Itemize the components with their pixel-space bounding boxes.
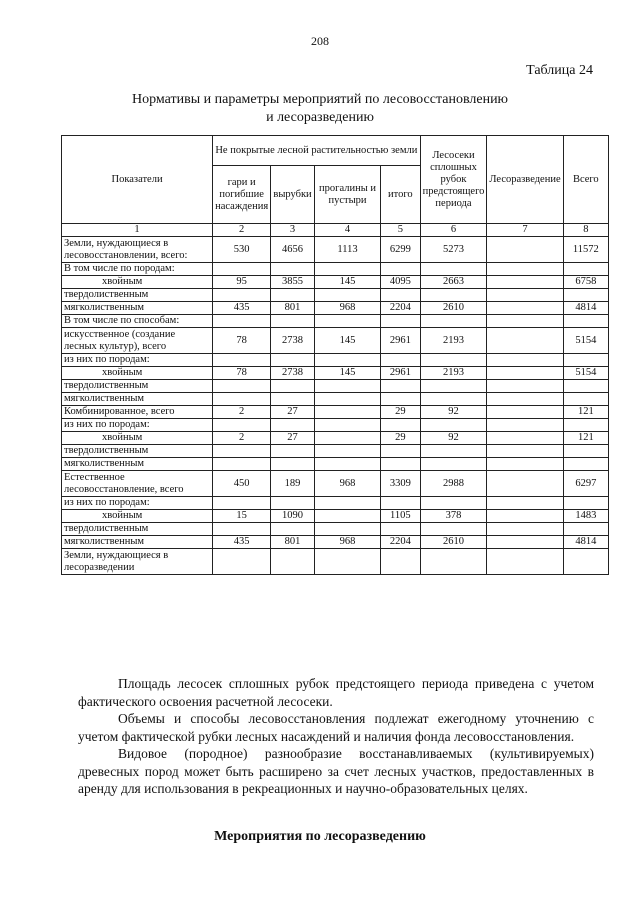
cell-value <box>487 536 563 549</box>
cell-value <box>487 549 563 575</box>
cell-value <box>487 458 563 471</box>
cell-value <box>487 432 563 445</box>
cell-value <box>487 380 563 393</box>
cell-value: 2961 <box>381 367 420 380</box>
cell-value <box>487 419 563 432</box>
row-label: Естественное лесовосстановление, всего <box>62 471 213 497</box>
cell-value <box>271 497 315 510</box>
cell-value: 3309 <box>381 471 420 497</box>
header-burns: гари и погибшие насаждения <box>213 166 271 224</box>
cell-value <box>213 458 271 471</box>
header-total: Всего <box>563 136 608 224</box>
header-afforestation: Лесоразведение <box>487 136 563 224</box>
cell-value: 2610 <box>420 302 487 315</box>
table-row <box>62 536 609 549</box>
cell-value <box>314 419 380 432</box>
cell-value <box>420 549 487 575</box>
paragraph: Видовое (породное) разнообразие восстанавливаемых (культивируемых) древесных пород может быть расширено за счет лесных участков, предоставленных в аренду для использования в рекреационных и научно-образовательных целях. <box>78 746 594 796</box>
cell-value: 968 <box>314 302 380 315</box>
cell-value: 1090 <box>271 510 315 523</box>
table-row <box>62 237 609 263</box>
cell-value <box>420 458 487 471</box>
cell-value <box>314 497 380 510</box>
table-row <box>62 419 609 432</box>
cell-value: 450 <box>213 471 271 497</box>
cell-value: 4814 <box>563 536 608 549</box>
table-row <box>62 432 609 445</box>
cell-value <box>487 237 563 263</box>
cell-value <box>213 315 271 328</box>
cell-value: 2663 <box>420 276 487 289</box>
cell-value <box>563 315 608 328</box>
cell-value <box>213 380 271 393</box>
table-title-line-1: Нормативы и параметры мероприятий по лесовосстановлению <box>131 92 509 107</box>
col-number: 6 <box>420 224 487 237</box>
col-number: 3 <box>271 224 315 237</box>
cell-value <box>563 380 608 393</box>
cell-value: 2193 <box>420 328 487 354</box>
cell-value: 15 <box>213 510 271 523</box>
norms-table <box>61 135 609 575</box>
cell-value <box>271 263 315 276</box>
cell-value <box>420 289 487 302</box>
cell-value: 2961 <box>381 328 420 354</box>
cell-value <box>314 315 380 328</box>
table-body <box>62 237 609 575</box>
row-label: из них по породам: <box>62 354 213 367</box>
col-number: 1 <box>62 224 213 237</box>
cell-value <box>213 263 271 276</box>
row-label: мягколиственным <box>62 458 213 471</box>
col-number: 8 <box>563 224 608 237</box>
cell-value <box>563 289 608 302</box>
cell-value <box>271 419 315 432</box>
cell-value: 29 <box>381 432 420 445</box>
cell-value <box>314 380 380 393</box>
page-number: 208 <box>311 34 329 48</box>
paragraph: Объемы и способы лесовосстановления подлежат ежегодному уточнению с учетом фактической рубки лесных насаждений и наличия фонда лесовосстановления. <box>78 711 594 744</box>
cell-value: 6297 <box>563 471 608 497</box>
cell-value <box>271 289 315 302</box>
table-row <box>62 289 609 302</box>
cell-value <box>271 354 315 367</box>
header-glades: прогалины и пустыри <box>314 166 380 224</box>
row-label: Комбинированное, всего <box>62 406 213 419</box>
cell-value <box>487 354 563 367</box>
cell-value <box>271 380 315 393</box>
cell-value: 2988 <box>420 471 487 497</box>
table-row <box>62 393 609 406</box>
table-row <box>62 523 609 536</box>
cell-value: 92 <box>420 432 487 445</box>
table-row <box>62 406 609 419</box>
col-number: 4 <box>314 224 380 237</box>
cell-value: 121 <box>563 406 608 419</box>
cell-value <box>563 523 608 536</box>
row-label: хвойным <box>62 510 213 523</box>
row-label: из них по породам: <box>62 497 213 510</box>
cell-value: 435 <box>213 536 271 549</box>
cell-value <box>420 380 487 393</box>
cell-value: 121 <box>563 432 608 445</box>
table-title <box>0 91 640 127</box>
cell-value <box>563 419 608 432</box>
cell-value <box>314 432 380 445</box>
body-text <box>78 675 594 798</box>
table-row <box>62 367 609 380</box>
cell-value <box>271 445 315 458</box>
row-label: хвойным <box>62 367 213 380</box>
table-row <box>62 471 609 497</box>
cell-value: 11572 <box>563 237 608 263</box>
cell-value: 6758 <box>563 276 608 289</box>
header-clearings: вырубки <box>271 166 315 224</box>
row-label: мягколиственным <box>62 536 213 549</box>
cell-value: 2204 <box>381 536 420 549</box>
cell-value <box>314 263 380 276</box>
cell-value: 189 <box>271 471 315 497</box>
table-row <box>62 302 609 315</box>
cell-value: 2 <box>213 432 271 445</box>
cell-value: 92 <box>420 406 487 419</box>
cell-value <box>381 354 420 367</box>
table-row <box>62 276 609 289</box>
cell-value <box>420 354 487 367</box>
table-row <box>62 549 609 575</box>
cell-value <box>563 497 608 510</box>
cell-value <box>381 393 420 406</box>
row-label: искусственное (создание лесных культур), всего <box>62 328 213 354</box>
row-label: Земли, нуждающиеся в лесоразведении <box>62 549 213 575</box>
cell-value <box>487 289 563 302</box>
cell-value <box>487 328 563 354</box>
header-indicators: Показатели <box>62 136 213 224</box>
cell-value: 1113 <box>314 237 380 263</box>
cell-value <box>420 419 487 432</box>
cell-value <box>381 419 420 432</box>
col-number: 2 <box>213 224 271 237</box>
cell-value: 5154 <box>563 328 608 354</box>
cell-value: 4656 <box>271 237 315 263</box>
table-row <box>62 458 609 471</box>
cell-value <box>213 393 271 406</box>
row-label: хвойным <box>62 276 213 289</box>
cell-value <box>271 523 315 536</box>
cell-value: 4095 <box>381 276 420 289</box>
cell-value <box>487 471 563 497</box>
cell-value: 968 <box>314 536 380 549</box>
row-label: мягколиственным <box>62 393 213 406</box>
cell-value: 2738 <box>271 328 315 354</box>
cell-value: 145 <box>314 328 380 354</box>
header-not-covered-group: Не покрытые лесной растительностью земли <box>213 136 421 166</box>
row-label: твердолиственным <box>62 380 213 393</box>
cell-value: 95 <box>213 276 271 289</box>
cell-value: 2193 <box>420 367 487 380</box>
cell-value <box>381 458 420 471</box>
cell-value: 435 <box>213 302 271 315</box>
table-title-line-2: и лесоразведению <box>266 110 374 125</box>
table-row <box>62 263 609 276</box>
table-row <box>62 315 609 328</box>
cell-value <box>563 263 608 276</box>
cell-value <box>381 497 420 510</box>
table-row <box>62 354 609 367</box>
cell-value <box>420 523 487 536</box>
cell-value <box>563 393 608 406</box>
cell-value <box>271 458 315 471</box>
cell-value <box>487 445 563 458</box>
cell-value <box>314 289 380 302</box>
cell-value <box>381 523 420 536</box>
cell-value: 2204 <box>381 302 420 315</box>
cell-value: 801 <box>271 302 315 315</box>
cell-value: 29 <box>381 406 420 419</box>
cell-value <box>314 445 380 458</box>
row-label: твердолиственным <box>62 445 213 458</box>
table-row <box>62 380 609 393</box>
cell-value: 145 <box>314 367 380 380</box>
cell-value: 1483 <box>563 510 608 523</box>
cell-value <box>420 263 487 276</box>
cell-value: 801 <box>271 536 315 549</box>
cell-value <box>487 302 563 315</box>
cell-value <box>487 523 563 536</box>
cell-value: 3855 <box>271 276 315 289</box>
table-row <box>62 497 609 510</box>
row-label: твердолиственным <box>62 523 213 536</box>
cell-value: 2 <box>213 406 271 419</box>
cell-value <box>420 315 487 328</box>
row-label: В том числе по породам: <box>62 263 213 276</box>
cell-value <box>213 445 271 458</box>
cell-value: 5154 <box>563 367 608 380</box>
cell-value <box>420 445 487 458</box>
cell-value: 1105 <box>381 510 420 523</box>
cell-value <box>381 263 420 276</box>
cell-value <box>563 445 608 458</box>
cell-value: 4814 <box>563 302 608 315</box>
cell-value <box>381 445 420 458</box>
row-label: В том числе по способам: <box>62 315 213 328</box>
table-row <box>62 445 609 458</box>
cell-value <box>314 458 380 471</box>
cell-value: 145 <box>314 276 380 289</box>
cell-value <box>420 497 487 510</box>
cell-value: 2738 <box>271 367 315 380</box>
cell-value: 27 <box>271 432 315 445</box>
cell-value <box>213 289 271 302</box>
cell-value <box>420 393 487 406</box>
cell-value <box>563 458 608 471</box>
table-row <box>62 328 609 354</box>
col-number: 7 <box>487 224 563 237</box>
cell-value <box>213 549 271 575</box>
cell-value: 5273 <box>420 237 487 263</box>
row-label: из них по породам: <box>62 419 213 432</box>
cell-value <box>381 380 420 393</box>
row-label: хвойным <box>62 432 213 445</box>
cell-value <box>487 510 563 523</box>
cell-value <box>487 497 563 510</box>
cell-value <box>271 393 315 406</box>
cell-value <box>563 354 608 367</box>
cell-value: 78 <box>213 328 271 354</box>
cell-value: 6299 <box>381 237 420 263</box>
cell-value <box>563 549 608 575</box>
cell-value <box>271 315 315 328</box>
cell-value <box>487 276 563 289</box>
row-label: мягколиственным <box>62 302 213 315</box>
cell-value: 2610 <box>420 536 487 549</box>
cell-value <box>487 263 563 276</box>
cell-value <box>213 354 271 367</box>
cell-value <box>314 406 380 419</box>
paragraph: Площадь лесосек сплошных рубок предстоящего периода приведена с учетом фактического освоения расчетной лесосеки. <box>78 676 594 709</box>
cell-value <box>314 510 380 523</box>
header-subtotal: итого <box>381 166 420 224</box>
cell-value <box>487 406 563 419</box>
cell-value <box>213 419 271 432</box>
cell-value <box>487 393 563 406</box>
cell-value <box>213 523 271 536</box>
cell-value <box>271 549 315 575</box>
cell-value <box>314 354 380 367</box>
cell-value <box>381 315 420 328</box>
row-label: Земли, нуждающиеся в лесовосстановлении, всего: <box>62 237 213 263</box>
cell-value <box>381 289 420 302</box>
cell-value: 78 <box>213 367 271 380</box>
cell-value <box>314 393 380 406</box>
cell-value <box>213 497 271 510</box>
cell-value: 378 <box>420 510 487 523</box>
cell-value <box>487 367 563 380</box>
row-label: твердолиственным <box>62 289 213 302</box>
table-row <box>62 510 609 523</box>
cell-value <box>381 549 420 575</box>
cell-value: 968 <box>314 471 380 497</box>
cell-value <box>487 315 563 328</box>
cell-value <box>314 549 380 575</box>
cell-value: 530 <box>213 237 271 263</box>
cell-value <box>314 523 380 536</box>
table-caption: Таблица 24 <box>526 63 593 78</box>
section-heading: Мероприятия по лесоразведению <box>214 829 426 844</box>
header-cutting-areas: Лесосеки сплошных рубок предстоящего периода <box>420 136 487 224</box>
col-number: 5 <box>381 224 420 237</box>
cell-value: 27 <box>271 406 315 419</box>
